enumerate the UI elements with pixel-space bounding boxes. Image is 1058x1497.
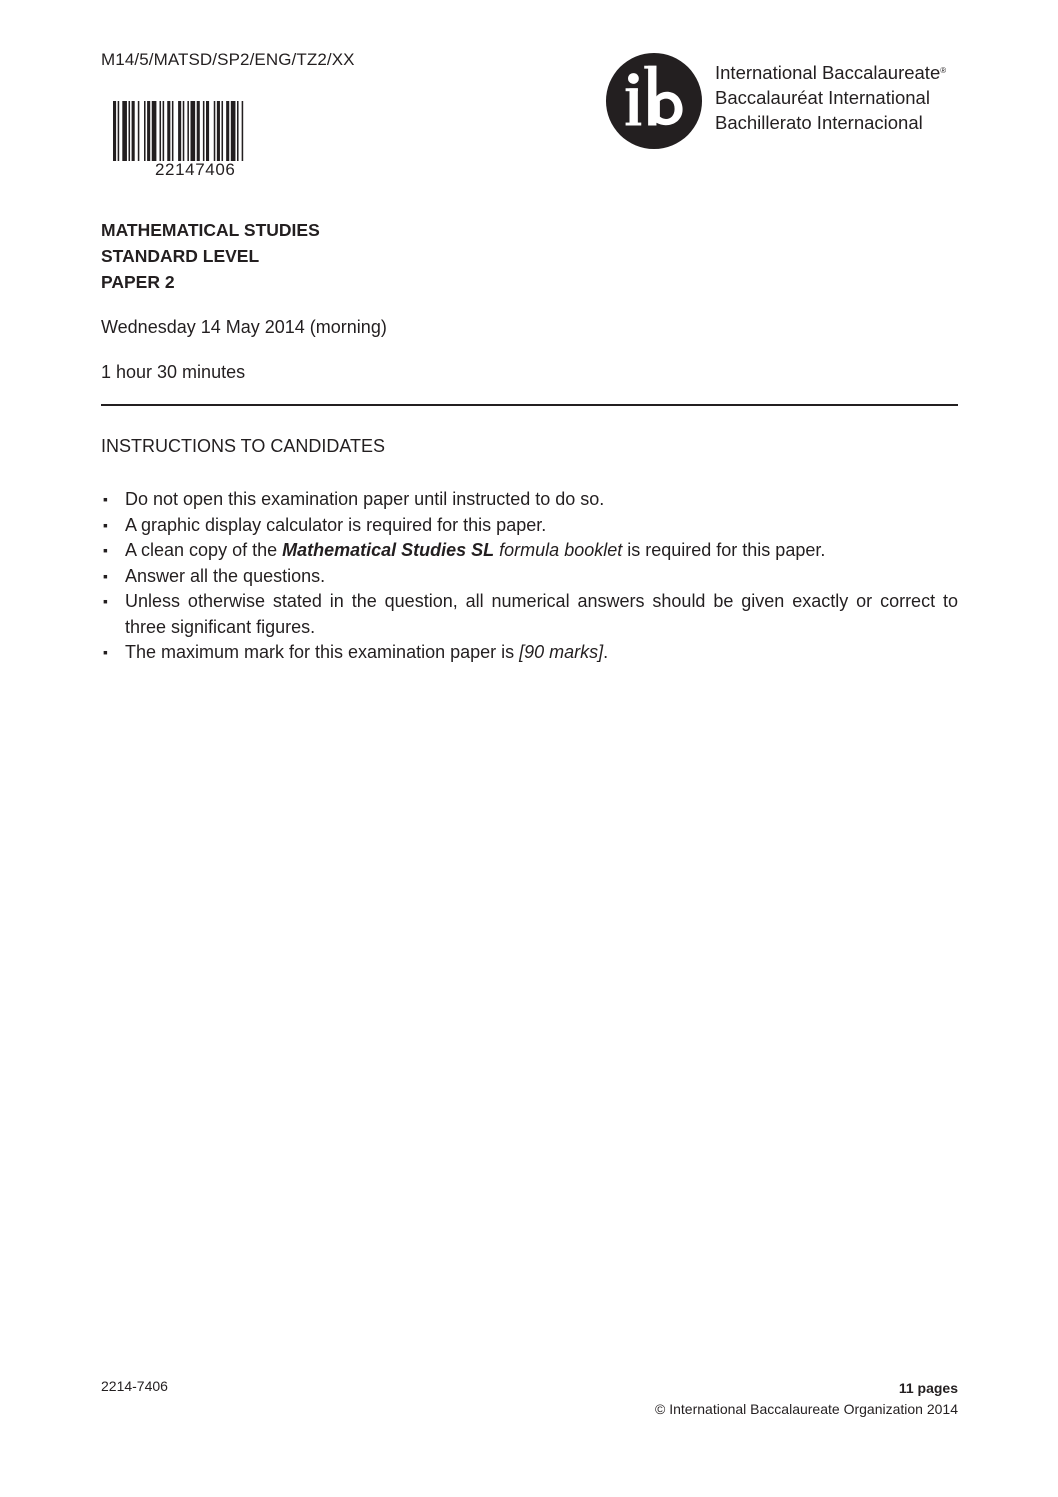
barcode-bar	[242, 101, 244, 161]
barcode	[113, 101, 280, 161]
exam-date: Wednesday 14 May 2014 (morning)	[101, 317, 387, 337]
barcode-bar	[183, 101, 185, 161]
barcode-bar	[167, 101, 170, 161]
paper-code: M14/5/MATSD/SP2/ENG/TZ2/XX	[101, 50, 355, 69]
instruction-item: ▪ Do not open this examination paper until instructed to do so.	[101, 487, 958, 513]
registered-mark: ®	[940, 66, 947, 75]
barcode-bar	[172, 101, 174, 161]
instruction-item: ▪ Unless otherwise stated in the question, all numerical answers should be given exactly or correct to three significant figures.	[103, 591, 958, 637]
bullet-icon: ▪	[103, 593, 108, 609]
barcode-bar	[122, 101, 127, 161]
barcode-bar	[144, 101, 146, 161]
barcode-bar	[222, 101, 224, 161]
instruction-item: ▪ Answer all the questions.	[101, 564, 958, 590]
bullet-icon: ▪	[103, 491, 108, 507]
copyright: © International Baccalaureate Organization 2014	[655, 1401, 958, 1417]
barcode-bar	[217, 101, 220, 161]
org-name-spanish: Bachillerato Internacional	[715, 112, 923, 133]
org-name-english: International Baccalaureate®	[715, 62, 947, 83]
bullet-icon: ▪	[103, 567, 108, 584]
instruction-item: ▪ A clean copy of the Mathematical Studies SL formula booklet is required for this paper.	[101, 538, 958, 564]
bullet-icon: ▪	[103, 516, 108, 533]
subject-title: MATHEMATICAL STUDIES	[101, 220, 320, 240]
bullet-icon: ▪	[103, 542, 108, 558]
exam-duration: 1 hour 30 minutes	[101, 362, 246, 382]
barcode-number: 22147406	[155, 160, 236, 179]
barcode-bar	[147, 101, 150, 161]
divider-rule	[101, 404, 958, 406]
instruction-item: ▪ A graphic display calculator is required for this paper.	[101, 513, 958, 539]
barcode-bar	[113, 101, 116, 161]
exam-title	[101, 217, 320, 295]
barcode-bar	[231, 101, 236, 161]
barcode-bar	[138, 101, 140, 161]
bullet-icon: ▪	[103, 644, 108, 660]
level-title: STANDARD LEVEL	[101, 246, 260, 266]
barcode-bar	[226, 101, 229, 161]
barcode-bar	[197, 101, 200, 161]
barcode-bar	[214, 101, 216, 161]
barcode-bar	[152, 101, 157, 161]
barcode-bar	[237, 101, 239, 161]
footer-code: 2214-7406	[101, 1378, 168, 1394]
barcode-bar	[206, 101, 209, 161]
footer-info	[655, 1378, 958, 1420]
barcode-bar	[118, 101, 120, 161]
instruction-item: ▪ The maximum mark for this examination paper is [90 marks].	[101, 640, 958, 666]
barcode-bar	[178, 101, 181, 161]
barcode-bar	[191, 101, 196, 161]
org-name-french: Baccalauréat International	[715, 87, 930, 108]
barcode-bar	[203, 101, 205, 161]
paper-title: PAPER 2	[101, 272, 175, 292]
instructions-list	[101, 487, 958, 666]
max-marks: [90 marks]	[519, 642, 604, 662]
instructions-heading: INSTRUCTIONS TO CANDIDATES	[101, 436, 386, 456]
booklet-label: formula booklet	[494, 540, 623, 560]
barcode-bar	[187, 101, 189, 161]
organization-names	[715, 60, 946, 135]
booklet-name: Mathematical Studies SL	[282, 540, 495, 560]
barcode-bar	[129, 101, 131, 161]
barcode-bar	[132, 101, 135, 161]
barcode-bar	[160, 101, 162, 161]
page-count: 11 pages	[898, 1380, 958, 1396]
ib-logo-icon	[605, 52, 703, 150]
barcode-bar	[163, 101, 165, 161]
